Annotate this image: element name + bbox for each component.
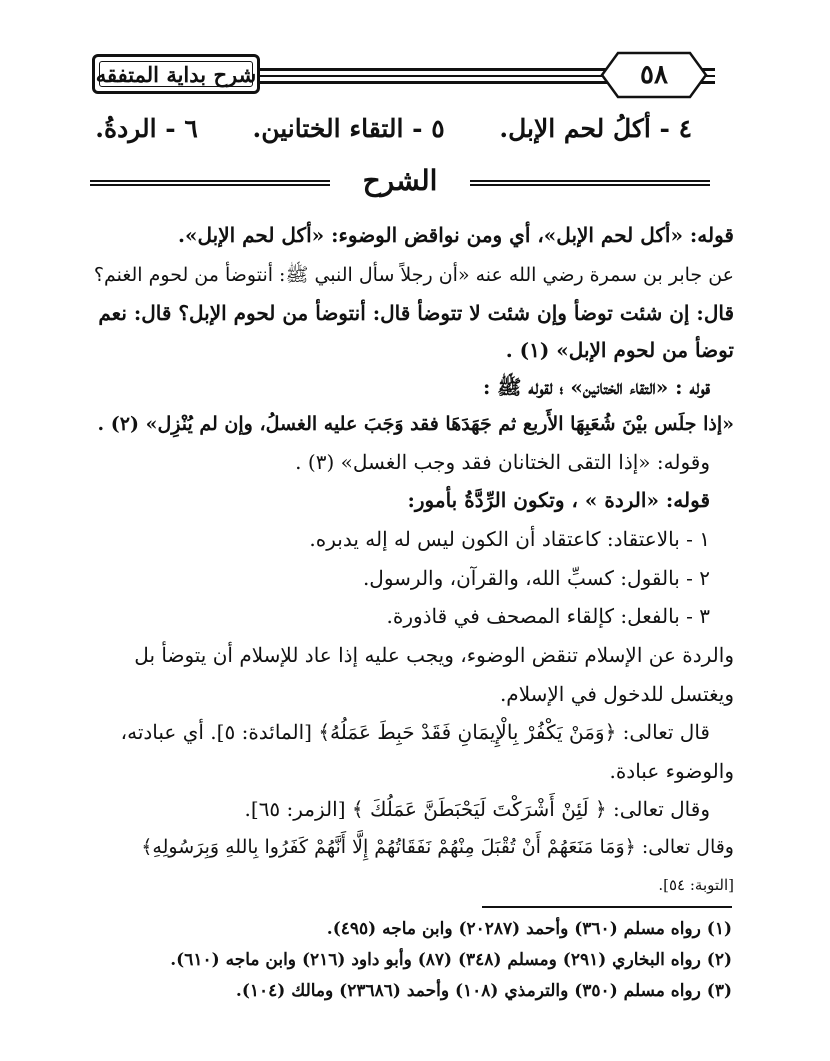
footnote-rule	[482, 906, 732, 908]
top-item: ٦ - الردةُ.	[95, 114, 198, 143]
section-heading	[90, 166, 710, 202]
body-line: ويغتسل للدخول في الإسلام.	[499, 682, 734, 706]
section-title: الشرح	[362, 164, 438, 197]
body-line: «إذا جلَس بيْنَ شُعَبِهَا الأَربع ثم جَهَدَهَا فقد وَجَبَ عليه الغسلُ، وإن لم يُنْزِل» (٢) .	[97, 413, 734, 435]
header-title-box	[92, 54, 260, 94]
page-number	[596, 50, 712, 100]
footnote: (٣) رواه مسلم (٣٥٠) والترمذي (١٠٨) وأحمد (٢٣٦٨٦) ومالك (١٠٤).	[235, 981, 732, 1001]
body-line: عن جابر بن سمرة رضي الله عنه «أن رجلاً سأل النبي ﷺ: أنتوضأ من لحوم الغنم؟	[93, 264, 734, 286]
body-line: والوضوء عبادة.	[609, 759, 734, 783]
footnote: (٢) رواه البخاري (٢٩١) ومسلم (٣٤٨) (٨٧) وأبو داود (٢١٦) وابن ماجه (٦١٠).	[170, 950, 732, 970]
body-line: توضأ من لحوم الإبل» (١) .	[505, 338, 734, 362]
body-line: قوله: «أكل لحم الإبل»، أي ومن نواقض الوضوء: «أكل لحم الإبل».	[178, 223, 734, 247]
body-line: والردة عن الإسلام تنقض الوضوء، ويجب عليه إذا عاد للإسلام أن يتوضأ بل	[134, 643, 734, 667]
top-items	[95, 112, 692, 146]
list-item: ٣ - بالفعل: كإلقاء المصحف في قاذورة.	[386, 604, 710, 628]
footnote: (١) رواه مسلم (٣٦٠) وأحمد (٢٠٢٨٧) وابن ماجه (٤٩٥).	[326, 919, 732, 939]
page-number-value: ٥٨	[640, 60, 668, 90]
body-line: قال تعالى: ﴿وَمَنْ يَكْفُرْ بِالْإِيمَانِ فَقَدْ حَبِطَ عَمَلُهُ﴾ [المائدة: ٥]. أي عبادته،	[120, 720, 710, 744]
heading-rule-right	[470, 180, 710, 186]
body-line: قال: إن شئت توضأ وإن شئت لا تتوضأ قال: أنتوضأ من لحوم الإبل؟ قال: نعم	[98, 301, 734, 325]
body-line: قوله: «الردة » ، وتكون الرِّدَّةُ بأمور:	[407, 488, 710, 512]
body-line: وقال تعالى: ﴿وَمَا مَنَعَهُمْ أَنْ تُقْبَلَ مِنْهُمْ نَفَقَاتُهُمْ إِلَّا أَنَّهُمْ كَفَرُوا بِاللهِ وَبِرَسُولِهِ﴾	[141, 836, 734, 858]
top-item: ٥ - التقاء الختانين.	[252, 114, 445, 143]
top-item: ٤ - أكلُ لحم الإبل.	[499, 114, 692, 143]
body-line: قوله : «التقاء الختانين» ؛ لقوله ﷺ :	[482, 375, 710, 399]
body-line: [التوبة: ٥٤].	[658, 876, 734, 894]
body-line: وقال تعالى: ﴿ لَئِنْ أَشْرَكْتَ لَيَحْبَطَنَّ عَمَلُكَ ﴾ [الزمر: ٦٥].	[244, 797, 710, 821]
list-item: ١ - بالاعتقاد: كاعتقاد أن الكون ليس له إله يدبره.	[309, 527, 710, 551]
body-line: وقوله: «إذا التقى الختانان فقد وجب الغسل» (٣) .	[295, 450, 710, 474]
running-title: شرح بداية المتفقه	[95, 61, 257, 87]
list-item: ٢ - بالقول: كسبِّ الله، والقرآن، والرسول.	[362, 566, 710, 590]
